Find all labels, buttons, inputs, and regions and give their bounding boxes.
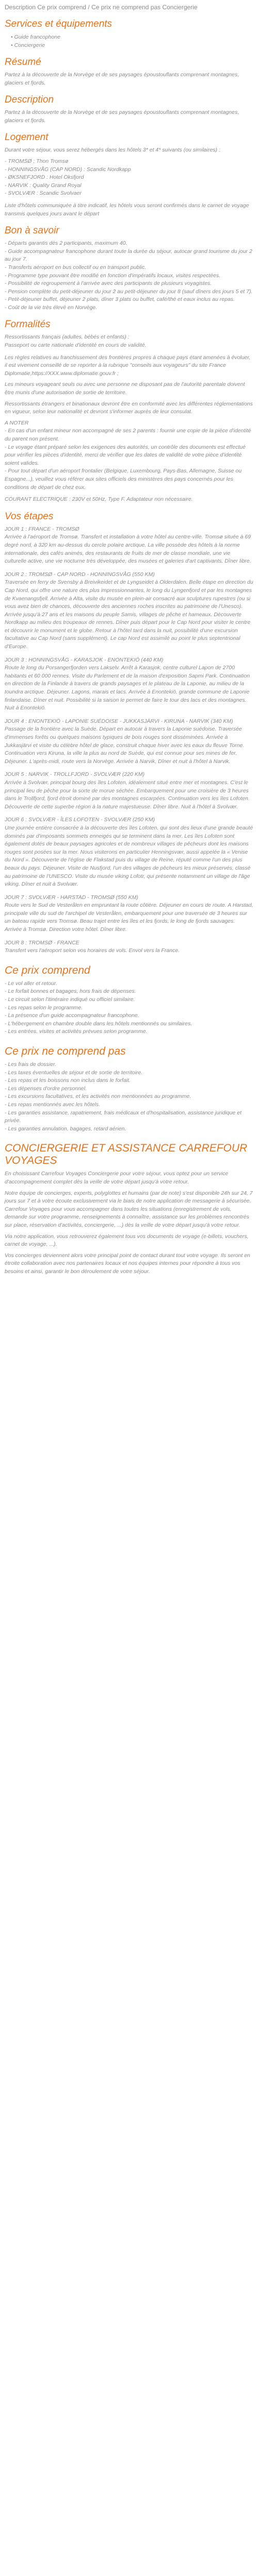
- conciergerie-para: Via notre application, vous retrouverez également tous vos documents de voyage (e-billets, vouchers, carnet de voyage, ...).: [5, 1233, 249, 1248]
- pascomprend-item: - Les excursions facultatives, et les activités non mentionnées au programme.: [5, 1093, 191, 1100]
- comprend-heading: Ce prix comprend: [5, 964, 90, 976]
- breadcrumb: Description Ce prix comprend / Ce prix ne comprend pas Conciergerie: [5, 4, 198, 11]
- services-item: • Guide francophone: [11, 33, 253, 41]
- day-text: Route vers le Sud de Vesterålen en empruntant la route côtière. Déjeuner en cours de route. A Harstad, principale ville du sud de l'archipel de Vesterålen, embarquement pour une traversée de 3 heures sur un bateau rapide vers Tromsø. Beau trajet entre les îles et les fjords, le long de fjords sauvages. Arrivée à Tromsø. Direction votre hôtel. Dîner libre.: [5, 902, 253, 933]
- conciergerie-heading: CONCIERGERIE ET ASSISTANCE CARREFOUR VOYAGES: [5, 1142, 248, 1167]
- notes-line: - Pour tout départ d'un aéroport frontalier (Belgique, Luxembourg, Pays-Bas, Allemagne, Suisse ou Espagne...), veuillez vous référer aux sites officiels des ministères des pays concernés pour les conditions de départ de chez eux.: [5, 468, 242, 490]
- hotel-line: - NARVIK : Quality Grand Royal: [5, 182, 82, 189]
- hotel-line: - HONNINGSVÅG (CAP NORD) : Scandic Nordkapp: [5, 166, 131, 173]
- day-heading: JOUR 3 : HONNINGSVÅG - KARASJOK - ENONTEKIÖ (440 KM): [5, 656, 164, 663]
- formalites-line: Passeport ou carte nationale d'identité en cours de validité.: [5, 342, 147, 349]
- pascomprend-item: - Les garanties assistance, rapatriement, frais médicaux et d'hospitalisation, assistance juridique et privée.: [5, 1109, 241, 1124]
- bon-line: - Départs garantis dès 2 participants, maximum 40.: [5, 240, 127, 247]
- formalites-heading: Formalités: [5, 319, 51, 330]
- bon-line: - Guide accompagnateur francophone durant toute la durée du séjour, autocar grand tourisme du jour 2 au jour 7.: [5, 248, 252, 263]
- page-content: [0, 0, 258, 1276]
- hotel-line: - TROMSØ : Thon Tromsø: [5, 158, 69, 164]
- day-text: Arrivée à Svolvær, principal bourg des îles Lofoten, idéalement situé entre mer et montagnes. C'est le principal lieu de pêche pour la sorte de morue séchée. Embarquement pour une croisière de 3 heures dans le Trollfjord, fjord étroit dominé par des montagnes escarpées. Continuation vers les îles Lofoten. Découverte de cette superbe région à la nature majestueuse. Dîner libre. Nuit à l'hôtel à Svolvær.: [5, 779, 250, 810]
- logement-text: Durant votre séjour, vous serez hébergés dans les hôtels 3* et 4* suivants (ou similaires) :: [5, 147, 220, 154]
- description-heading: Description: [5, 94, 54, 106]
- services-item: • Conciergerie: [11, 41, 253, 49]
- description-text: Partez à la découverte de la Norvège et de ses paysages époustouflants comprenant montagnes, glaciers et fjords.: [5, 109, 239, 124]
- pascomprend-item: - Les repas et les boissons non inclus dans le forfait.: [5, 1077, 131, 1084]
- bon-line: - Transferts aéroport en bus collectif ou en transport public.: [5, 264, 147, 270]
- formalites-para: Ressortissants étrangers et binationaux devront être en conformité avec les différentes réglementations en vigueur, selon leur nationalité et devront s'informer auprès de leur consulat.: [5, 400, 253, 415]
- bon-line: - Programme type pouvant être modifié en fonction d'impératifs locaux, visites respectées.: [5, 272, 221, 279]
- comprend-item: - Les repas selon le programme.: [5, 1004, 83, 1011]
- logement-note: Liste d'hôtels communiquée à titre indicatif, les hôtels vous seront confirmés dans le carnet de voyage transmis quelques jours avant le départ: [5, 202, 249, 217]
- formalites-line: Ressortissants français (adultes, bébés et enfants) :: [5, 334, 130, 341]
- pascomprend-item: - Les taxes éventuelles de séjour et de sortie de territoire.: [5, 1069, 143, 1076]
- comprend-item: - L'hébergement en chambre double dans les hôtels mentionnés ou similaires.: [5, 1020, 192, 1027]
- etapes-heading: Vos étapes: [5, 511, 54, 522]
- conciergerie-para: En choisissant Carrefour Voyages Conciergerie pour votre séjour, vous optez pour un service d'accompagnement complet dès la veille de votre départ jusqu'à votre retour.: [5, 1171, 229, 1185]
- day-heading: JOUR 6 : SVOLVÆR - ÎLES LOFOTEN - SVOLVÆR (250 KM): [5, 817, 155, 823]
- bon-line: - Coût de la vie très élevé en Norvège.: [5, 304, 98, 311]
- comprend-item: - La présence d'un guide accompagnateur francophone.: [5, 1012, 139, 1019]
- day-heading: JOUR 4 : ENONTEKIÖ - LAPONIE SUÉDOISE - JUKKASJÄRVI - KIRUNA - NARVIK (340 KM): [5, 718, 233, 724]
- day-heading: JOUR 5 : NARVIK - TROLLFJORD - SVOLVÆR (220 KM): [5, 771, 145, 778]
- pascomprend-heading: Ce prix ne comprend pas: [5, 1045, 126, 1057]
- logement-heading: Logement: [5, 132, 49, 143]
- notes-line: - Le voyage étant préparé selon les exigences des autorités, un contrôle des documents est effectué pour vérifier les pièces d'identité, merci de vérifier que les dates de validité de votre pièce d'identité soient valides.: [5, 444, 246, 466]
- comprend-item: - Le circuit selon l'itinéraire indiqué ou officiel similaire.: [5, 996, 135, 1003]
- bon-line: - Possibilité de regroupement à l'arrivée avec des participants de plusieurs voyagistes.: [5, 280, 212, 287]
- bon-line: - Pension complète du petit-déjeuner du jour 2 au petit-déjeuner du jour 8 (sauf dîners des jours 5 et 7).: [5, 288, 253, 295]
- day-text: Traversée en ferry de Svensby à Breivikeidet et de Lyngseidet à Olderdalen. Belle étape en direction du Cap Nord, qui offre une nature des plus impressionnantes, le long du Lyngenfjord et par les montagnes de Kvaenangsfjell. Arrivée à Alta, visite du musée en plein-air consacré aux sculptures rupestres (ou si vous avez bien de chances, découverte des anciennes roches inscrites au patrimoine de l'Unesco). Arrivée jusqu'à 27 ans et les maisons du peuple Samis, villages de pêche et hameaux. Découverte Nordkapp au milieu des troupeaux de rennes. Dîner puis départ pour le Cap Nord pour visiter le centre et découvrir le monument et le globe. Retour à l'hôtel tard dans la nuit, possibilité d'une excursion facultative au Cap Nord (sans supplément). Le cap Nord est assimilé au point le plus septentrional d'Europe.: [5, 579, 253, 650]
- services-heading: Services et équipements: [5, 19, 112, 29]
- comprend-item: - Le forfait bonnes et bagages, hors frais de dépenses.: [5, 988, 136, 995]
- day-heading: JOUR 1 : FRANCE - TROMSØ: [5, 526, 79, 532]
- conciergerie-para: Notre équipe de concierges, experts, polyglottes et humains (par de note) s'est disponible 24h sur 24, 7 jours sur 7 et à votre écoute exclusivement via le biais de notre application de messagerie à sécurisée. Carrefour Voyages pour vous accompagner dans toutes les situations (enregistrement de vols, demande sur votre programme, renseignements à connaître, assistance sur les problèmes rencontrés sur place, réservation d'activités, conciergerie, ...) dès la veille de votre départ jusqu'à votre retour.: [5, 1190, 253, 1228]
- day-heading: JOUR 7 : SVOLVÆR - HARSTAD - TROMSØ (550 KM): [5, 894, 138, 901]
- hotel-line: - ØKSNEFJORD : Hotel Oksfjord: [5, 174, 84, 181]
- resume-text: Partez à la découverte de la Norvège et de ses paysages époustouflants comprenant montagnes, glaciers et fjords.: [5, 72, 239, 86]
- formalites-para: Les règles relatives au franchissement des frontières propres à chaque pays étant amenées à évoluer, il est vivement conseillé de se reporter à la rubrique "conseils aux voyageurs" du site France Diplomatie,https://XXX.www.diplomatie.gouv.fr ;: [5, 354, 251, 377]
- comprend-item: - Les entrées, visites et activités prévues selon programme.: [5, 1028, 148, 1035]
- bon-line: - Petit-déjeuner buffet, déjeuner 2 plats, dîner 3 plats ou buffet, café/thé et eaux inclus au repas.: [5, 296, 235, 303]
- pascomprend-item: - Les frais de dossier.: [5, 1061, 56, 1067]
- hotel-line: - SVOLVÆR : Scandic Svolvaer: [5, 190, 82, 197]
- pascomprend-item: - Les repas mentionnés avec les hôtels.: [5, 1101, 101, 1108]
- notes-line: A NOTER: [5, 419, 29, 426]
- day-text: Transfert vers l'aéroport selon vos horaires de vols. Envol vers la France.: [5, 947, 180, 954]
- resume-heading: Résumé: [5, 57, 41, 67]
- day-heading: JOUR 2 : TROMSØ - CAP NORD - HONNINGSVÅG (550 KM): [5, 571, 155, 578]
- pascomprend-item: - Les garanties annulation, bagages, retard aérien.: [5, 1125, 126, 1132]
- notes-line: - En cas d'un enfant mineur non accompagné de ses 2 parents : fournir une copie de la pièce d'identité du parent non présent.: [5, 428, 251, 442]
- comprend-item: - Le vol aller et retour.: [5, 980, 57, 987]
- day-text: Passage de la frontière avec la Suède. Départ en autocar à travers la Laponie suédoise. Traversée d'immenses forêts ou quelques maisons typiques de bois rouges sont disséminées. Arrivée à Jukkasjärvi et visite du célèbre hôtel de glace, construit chaque hiver avec les eaux du fleuve Torne. Continuation vers Kiruna, la ville la plus au nord de Suède, qui est connue pour ses mines de fer. Déjeuner. L'après-midi, route vers la Norvège. Arrivée à Narvik, Dîner et nuit à l'hôtel à Narvik.: [5, 726, 245, 765]
- day-text: Arrivée à l'aéroport de Tromsø. Transfert et installation à votre hôtel au centre-ville. Tromsø située à 69 degré nord, à 320 km au-dessus du cercle polaire arctique. La ville possède des hôtels à la norme internationale, des cafés animés, des restaurants de fruits de mer de classe mondiale, une vie culturelle active, une vie nocturne très développée, des musées et galeries d'art captivants. Dîner libre.: [5, 534, 251, 565]
- day-heading: JOUR 8 : TROMSØ - FRANCE: [5, 939, 79, 946]
- bon-heading: Bon à savoir: [5, 225, 59, 236]
- formalites-para: Les mineurs voyageant seuls ou avec une personne ne disposant pas de l'autorité parentale doivent être munis d'une autorisation de sortie de territoire.: [5, 381, 245, 396]
- day-text: Route le long du Porsangerfjorden vers Lakselv. Arrêt à Karasjok, centre culturel Lapon de 2700 habitants et 60 000 rennes. Visite du Parlement et de la maison d'exposition Sapmi Park. Continuation en direction de la Finlande à travers de grands paysages et le plateau de la Laponie, au milieu de la toundra arctique. Déjeuner. Lagons, marais et lacs. Arrivée à Enontekiö, grande commune de Laponie finlandaise. Dîner et nuit. Possibilité si la saison le permet de faire le tour des lacs et des montagnes. Nuit à Enontekiö.: [5, 665, 250, 711]
- services-list: [5, 33, 253, 49]
- pascomprend-item: - Les dépenses d'ordre personnel.: [5, 1085, 87, 1092]
- conciergerie-para: Vos concierges deviennent alors votre principal point de contact durant tout votre voyage. Ils seront en étroite collaboration avec nos partenaires locaux et nos équipes internes pour répondre à tous vos besoins et ainsi, garantir le bon déroulement de votre séjour.: [5, 1252, 250, 1275]
- notes-line: COURANT ELECTRIQUE : 230V et 50Hz, Type F. Adaptateur non nécessaire.: [5, 496, 193, 503]
- day-text: Une journée entière consacrée à la découverte des îles Lofoten, qui sont des lieux d'une grande beauté dominés par d'imposants sommets enneigés qui se terminent dans la mer. Les îles Lofoten sont également dotés de beaux paysages agricoles et de nombreux villages de pêcheurs dont les maisons rouges sont posées sur la mer. Nous visiterons en particulier Henningsvær, aussi appelée la « Venise du Nord ». Découverte de l'église de Flakstad puis du village de Reine, réputé comme l'un des plus beaux du pays. Déjeuner. Visite de Nusfjord, l'un des villages de pêcheurs les mieux préservés, classé au patrimoine de l'UNESCO. Visite du musée viking Lofotr, qui présente notamment un village de l'âge viking. Dîner et nuit à Svolvær.: [5, 824, 253, 888]
